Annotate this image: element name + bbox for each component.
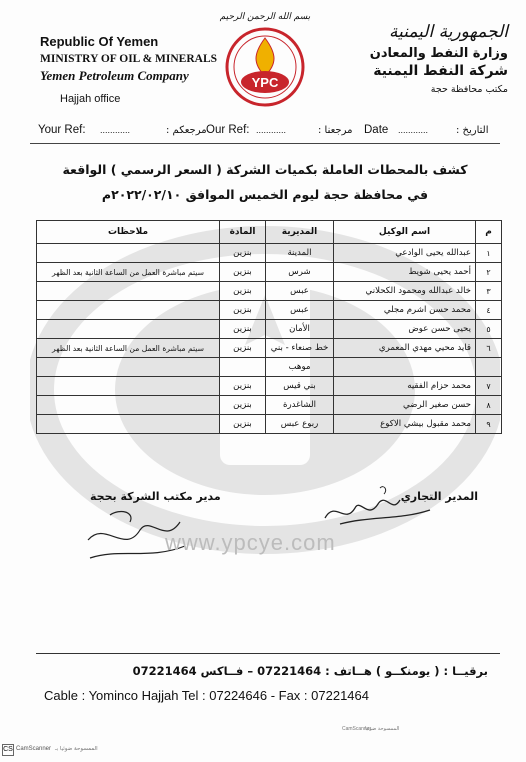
stations-table <box>36 220 502 434</box>
row-material: بنزين <box>220 415 266 434</box>
row-notes: سيتم مباشرة العمل من الساعة الثانية بعد الظهر <box>37 339 220 358</box>
row-agent: محمد حزام الفقيه <box>334 377 476 396</box>
camscanner-label-ar: الممسوحة ضوئيا بـ <box>55 746 98 752</box>
camscanner-icon: CS <box>2 744 14 756</box>
row-material: بنزين <box>220 377 266 396</box>
table-row <box>37 244 502 263</box>
country-name-en: Republic Of Yemen <box>40 34 159 49</box>
row-directorate: موهب <box>266 358 334 377</box>
row-num: ٦ <box>476 339 502 358</box>
table-header-row <box>37 221 502 244</box>
row-notes <box>37 320 220 339</box>
row-notes <box>37 415 220 434</box>
row-directorate: عبس <box>266 282 334 301</box>
header-arabic <box>333 22 508 95</box>
row-directorate: خط صنعاء - بني <box>266 339 334 358</box>
table-row <box>37 320 502 339</box>
row-notes <box>37 377 220 396</box>
row-directorate: الشاغدرة <box>266 396 334 415</box>
row-agent <box>334 358 476 377</box>
table-row <box>37 339 502 358</box>
company-logo <box>215 12 315 112</box>
row-material: بنزين <box>220 339 266 358</box>
row-material <box>220 358 266 377</box>
ypc-logo-icon <box>219 24 311 110</box>
row-num: ٩ <box>476 415 502 434</box>
row-num: ٤ <box>476 301 502 320</box>
our-ref-label: Our Ref: <box>206 124 250 136</box>
row-directorate: ربوع عبس <box>266 415 334 434</box>
row-agent: محمد حسن اشرم مجلي <box>334 301 476 320</box>
ministry-name-ar: وزارة النفط والمعادن <box>369 46 508 61</box>
table-row <box>37 396 502 415</box>
our-ref-label-ar: مرجعنا : <box>318 125 353 136</box>
website-watermark: www.ypcye.com <box>165 530 336 555</box>
reference-line <box>38 124 490 142</box>
our-ref-dots: ............ <box>256 125 287 135</box>
header-material: المادة <box>220 221 266 244</box>
row-directorate: عبس <box>266 301 334 320</box>
office-manager-title: مدير مكتب الشركة بحجة <box>90 490 221 503</box>
row-notes <box>37 358 220 377</box>
row-agent: يحيى حسن عوض <box>334 320 476 339</box>
row-notes <box>37 301 220 320</box>
row-agent: حسن صغير الرضي <box>334 396 476 415</box>
your-ref-dots: ............ <box>100 125 131 135</box>
row-agent: أحمد يحيى شويط <box>334 263 476 282</box>
row-agent: محمد مقبول بيشي الاكوع <box>334 415 476 434</box>
header-divider <box>30 143 500 144</box>
row-directorate: بني قيس <box>266 377 334 396</box>
camscanner-mark: CamScanner <box>342 726 372 732</box>
row-directorate: المدينة <box>266 244 334 263</box>
date-dots: ............ <box>398 125 429 135</box>
table-row <box>37 377 502 396</box>
row-num: ٢ <box>476 263 502 282</box>
basmala: بسم الله الرحمن الرحيم <box>219 12 311 22</box>
header-directorate: المديرية <box>266 221 334 244</box>
row-material: بنزين <box>220 396 266 415</box>
row-num: ٧ <box>476 377 502 396</box>
table-row <box>37 263 502 282</box>
commercial-manager-signature <box>320 480 440 530</box>
camscanner-mark-ar: الممسوحة ضوئيا <box>365 726 400 732</box>
table-row <box>37 415 502 434</box>
row-material: بنزين <box>220 301 266 320</box>
row-directorate: شرس <box>266 263 334 282</box>
camscanner-label: CamScanner <box>16 746 52 752</box>
ministry-name-en: MINISTRY OF OIL & MINERALS <box>40 53 218 65</box>
row-num <box>476 358 502 377</box>
row-agent: قايد محيي مهدي المعمري <box>334 339 476 358</box>
company-name-en: Yemen Petroleum Company <box>40 68 189 83</box>
row-material: بنزين <box>220 320 266 339</box>
footer-contact-en: Cable : Yominco Hajjah Tel : 07224646 - Fax : 07221464 <box>44 688 369 703</box>
your-ref-label: Your Ref: <box>38 124 86 136</box>
header-agent: اسم الوكيل <box>334 221 476 244</box>
table-row <box>37 301 502 320</box>
commercial-manager-title: المدير التجاري <box>400 490 478 503</box>
office-name-ar: مكتب محافظة حجة <box>430 84 508 95</box>
row-material: بنزين <box>220 263 266 282</box>
row-num: ٣ <box>476 282 502 301</box>
row-notes <box>37 396 220 415</box>
row-num: ٥ <box>476 320 502 339</box>
document-subtitle: في محافظة حجة ليوم الخميس الموافق ٢٠٢٢/٠٢/١٠م <box>101 187 429 202</box>
date-label: Date <box>364 124 389 136</box>
header-english <box>40 34 225 105</box>
row-agent: عبدالله يحيى الوادعي <box>334 244 476 263</box>
footer-divider <box>36 653 500 654</box>
row-agent: خالد عبدالله ومحمود الكحلاني <box>334 282 476 301</box>
row-num: ١ <box>476 244 502 263</box>
row-notes <box>37 282 220 301</box>
footer-contact-ar: برقيــا : ( يومنكــو ) هــاتف : 07221464 – فــاكس 07221464 <box>132 664 488 678</box>
date-label-ar: التاريخ : <box>456 125 489 136</box>
your-ref-label-ar: مرجعكم : <box>166 125 207 136</box>
row-directorate: الأمان <box>266 320 334 339</box>
document-title: كشف بالمحطات العاملة بكميات الشركة ( السعر الرسمي ) الواقعة <box>62 162 468 177</box>
row-notes: سيتم مباشرة العمل من الساعة الثانية بعد الظهر <box>37 263 220 282</box>
office-name-en: Hajjah office <box>60 93 121 105</box>
header-num: م <box>476 221 502 244</box>
company-name-ar: شركة النفط اليمنية <box>373 63 508 79</box>
table-row <box>37 358 502 377</box>
header-notes: ملاحظات <box>37 221 220 244</box>
country-name-ar: الجمهورية اليمنية <box>388 22 508 42</box>
logo-text: YPC <box>251 75 279 90</box>
row-notes <box>37 244 220 263</box>
row-material: بنزين <box>220 244 266 263</box>
row-num: ٨ <box>476 396 502 415</box>
row-material: بنزين <box>220 282 266 301</box>
table-row <box>37 282 502 301</box>
